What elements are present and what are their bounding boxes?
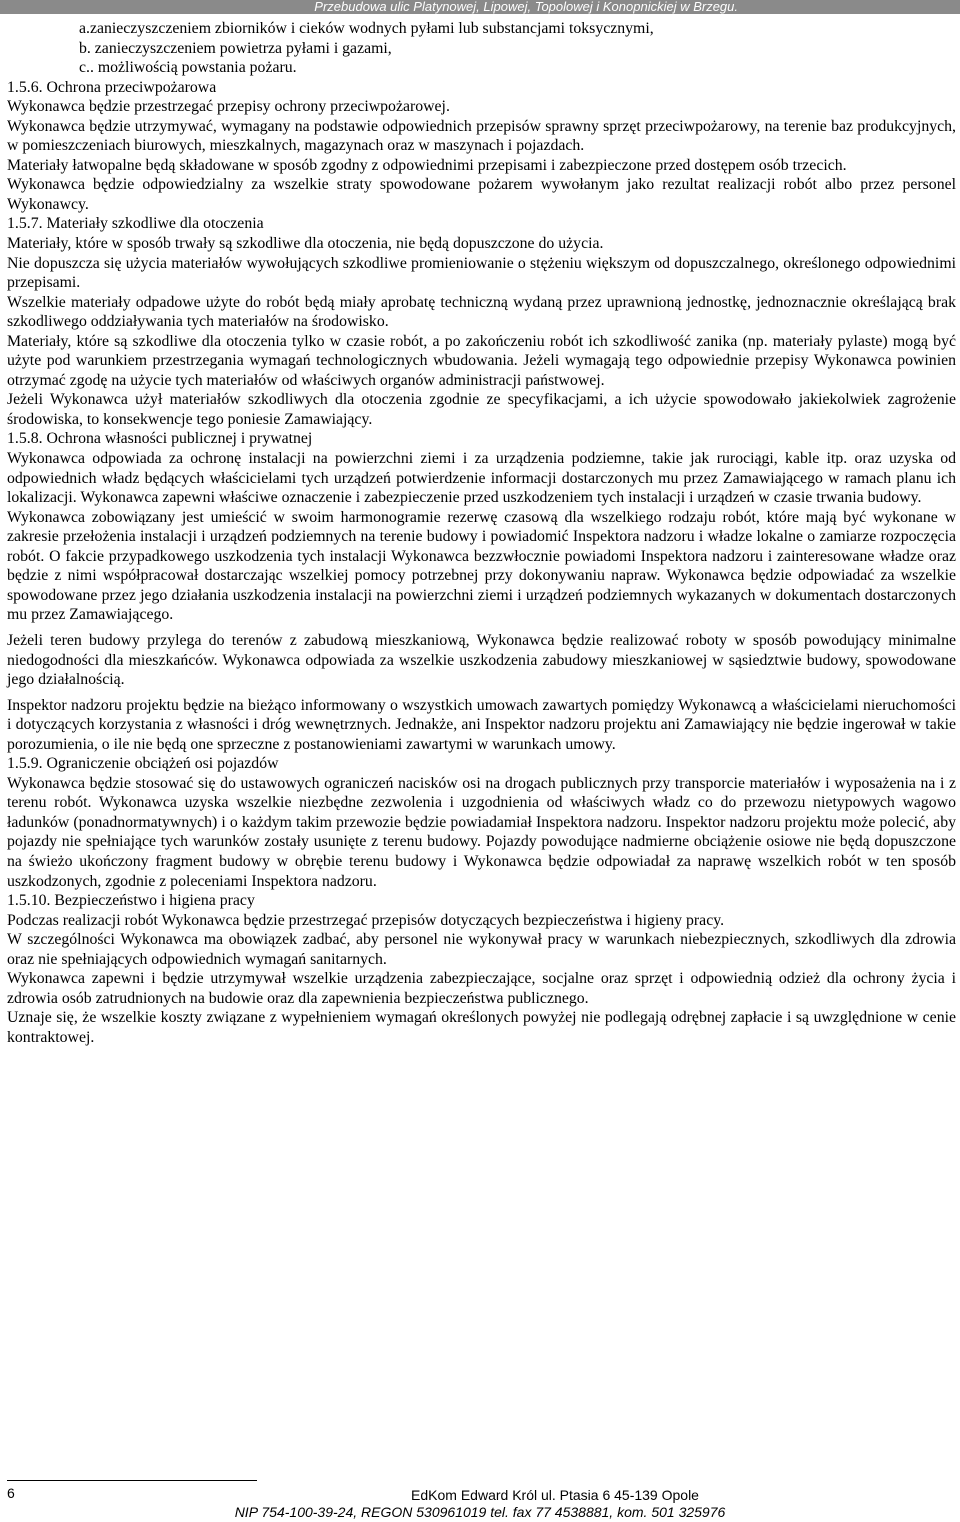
paragraph: Podczas realizacji robót Wykonawca będzie przestrzegać przepisów dotyczących bezpieczeństwa i higieny pracy. (7, 911, 725, 929)
paragraph: Materiały, które w sposób trwały są szkodliwe dla otoczenia, nie będą dopuszczone do użycia. (7, 235, 604, 253)
paragraph: Nie dopuszcza się użycia materiałów wywołujących szkodliwe promieniowanie o stężeniu większym od dopuszczalnego, określonego odpowiednimi przepisami. (7, 254, 956, 292)
page-number: 6 (7, 1485, 15, 1501)
paragraph: Inspektor nadzoru projektu będzie na bieżąco informowany o wszystkich umowach zawartych pomiędzy Wykonawcą a właścicielami nieruchomości i dotyczących korzystania z własności i dróg wewnętrznych. Jednakże, ani Inspektor nadzoru projektu ani Zamawiający nie będzie ingerował w takie porozumienia, o ile nie będą one sprzeczne z postanowieniami zawartymi w warunkach umowy. (7, 696, 956, 753)
paragraph: Wykonawca będzie utrzymywać, wymagany na podstawie odpowiednich przepisów sprawny sprzęt przeciwpożarowy, na terenie baz produkcyjnych, w pomieszczeniach biurowych, mieszkalnych, magazynach oraz w maszynach i pojazdach. (7, 117, 956, 155)
paragraph: Wykonawca będzie odpowiedzialny za wszelkie straty spowodowane pożarem wywołanym jako rezultat realizacji robót albo przez personel Wykonawcy. (7, 176, 956, 213)
section-heading-1-5-7: 1.5.7. Materiały szkodliwe dla otoczenia (7, 215, 264, 233)
paragraph: Materiały, które są szkodliwe dla otoczenia tylko w czasie robót, a po zakończeniu robót ich szkodliwość zanika (np. materiały pylaste) mogą być użyte pod warunkiem przestrzegania wymagań technologicznych wbudowania. Jeżeli wymagają tego odpowiednie przepisy Wykonawca powinien otrzymać zgodę na użycie tych materiałów od właściwych organów administracji państwowej. (7, 332, 956, 389)
footer-company: EdKom Edward Król ul. Ptasia 6 45-139 Opole (411, 1487, 699, 1503)
list-item-b: b. zanieczyszczeniem powietrza pyłami i gazami, (79, 39, 392, 57)
paragraph: Materiały łatwopalne będą składowane w sposób zgodny z odpowiednimi przepisami i zabezpieczone przed dostępem osób trzecich. (7, 156, 847, 174)
section-heading-1-5-8: 1.5.8. Ochrona własności publicznej i prywatnej (7, 430, 313, 448)
paragraph: Jeżeli Wykonawca użył materiałów szkodliwych dla otoczenia zgodnie ze specyfikacjami, a ich użycie spowodowało jakiekolwiek zagrożenie środowiska, to konsekwencje tego poniesie Zamawiający. (7, 391, 956, 428)
footer-divider (7, 1480, 257, 1481)
header-strip (0, 0, 960, 14)
paragraph: Wykonawca zapewni i będzie utrzymywał wszelkie urządzenia zabezpieczające, socjalne oraz sprzęt i odpowiednią odzież dla ochrony życia i zdrowia osób zatrudnionych na budowie oraz dla zapewnienia bezpieczeństwa publicznego. (7, 970, 956, 1007)
paragraph: W szczególności Wykonawca ma obowiązek zadbać, aby personel nie wykonywał pracy w warunkach niebezpiecznych, szkodliwych dla zdrowia oraz nie spełniających odpowiednich wymagań sanitarnych. (7, 931, 956, 968)
paragraph: Wykonawca będzie przestrzegać przepisy ochrony przeciwpożarowej. (7, 98, 450, 116)
list-item-a: a.zanieczyszczeniem zbiorników i cieków wodnych pyłami lub substancjami toksycznymi, (79, 20, 654, 37)
paragraph: Wykonawca będzie stosować się do ustawowych ograniczeń nacisków osi na drogach publicznych przy transporcie materiałów i wyposażenia na i z terenu robót. Wykonawca uzyska wszelkie niezbędne zezwolenia i uzgodnienia od właściwych władz co do przewozu nietypowych wagowo ładunków (ponadnormatywnych) i o każdym takim przewozie będzie powiadamiał Inspektora nadzoru. Inspektor nadzoru projektu może polecić, aby pojazdy nie spełniające tych warunków zostały usunięte z terenu budowy. Pojazdy powodujące nadmierne obciążenie osiowe nie będą dopuszczone na świeżo ukończony fragment budowy w obrębie terenu budowy i Wykonawca będzie odpowiadał za naprawę wszelkich robót w ten sposób uszkodzonych, zgodnie z poleceniami Inspektora nadzoru. (7, 774, 956, 890)
document-body (7, 19, 956, 1047)
paragraph: Wszelkie materiały odpadowe użyte do robót będą miały aprobatę techniczną wydaną przez uprawnioną jednostkę, jednoznacznie określającą brak szkodliwego oddziaływania tych materiałów na środowisko. (7, 293, 956, 331)
list-item-c: c.. możliwością powstania pożaru. (79, 59, 297, 77)
footer-contact: NIP 754-100-39-24, REGON 530961019 tel. fax 77 4538881, kom. 501 325976 (234, 1504, 726, 1520)
paragraph: Wykonawca odpowiada za ochronę instalacji na powierzchni ziemi i za urządzenia podziemne, takie jak rurociągi, kable itp. oraz uzyska od odpowiednich władz będących właścicielami tych urządzeń potwierdzenie informacji dostarczonych mu przez Zamawiającego w ramach planu ich lokalizacji. Wykonawca zapewni właściwe oznaczenie i zabezpieczenie przed uszkodzeniem tych instalacji i urządzeń w czasie trwania budowy. (7, 450, 956, 507)
header-title: Przebudowa ulic Platynowej, Lipowej, Topolowej i Konopnickiej w Brzegu. (314, 0, 738, 14)
paragraph: Uznaje się, że wszelkie koszty związane z wypełnieniem wymagań określonych powyżej nie podlegają odrębnej zapłacie i są uwzględnione w cenie kontraktowej. (7, 1009, 956, 1046)
paragraph: Jeżeli teren budowy przylega do terenów z zabudową mieszkaniową, Wykonawca będzie realizować roboty w sposób powodujący minimalne niedogodności dla mieszkańców. Wykonawca odpowiada za wszelkie uszkodzenia zabudowy mieszkaniowej w sąsiedztwie budowy, spowodowane jego działalnością. (7, 631, 956, 689)
section-heading-1-5-10: 1.5.10. Bezpieczeństwo i higiena pracy (7, 892, 255, 910)
section-heading-1-5-9: 1.5.9. Ograniczenie obciążeń osi pojazdów (7, 755, 279, 773)
paragraph: Wykonawca zobowiązany jest umieścić w swoim harmonogramie rezerwę czasową dla wszelkiego rodzaju robót, które mają być wykonane w zakresie przełożenia instalacji i urządzeń podziemnych na terenie budowy i powiadomić Inspektora nadzoru i władze lokalne o zamiarze rozpoczęcia robót. O fakcie przypadkowego uszkodzenia tych instalacji Wykonawca bezzwłocznie powiadomi Inspektora nadzoru i zainteresowane władze oraz będzie z nimi współpracował dostarczając wszelkiej pomocy potrzebnej przy dokonywaniu napraw. Wykonawca będzie odpowiadać za wszelkie spowodowane przez jego działania uszkodzenia instalacji na powierzchni ziemi i urządzeń podziemnych wykazanych w dokumentach dostarczonych mu przez Zamawiającego. (7, 508, 956, 624)
section-heading-1-5-6: 1.5.6. Ochrona przeciwpożarowa (7, 78, 217, 96)
